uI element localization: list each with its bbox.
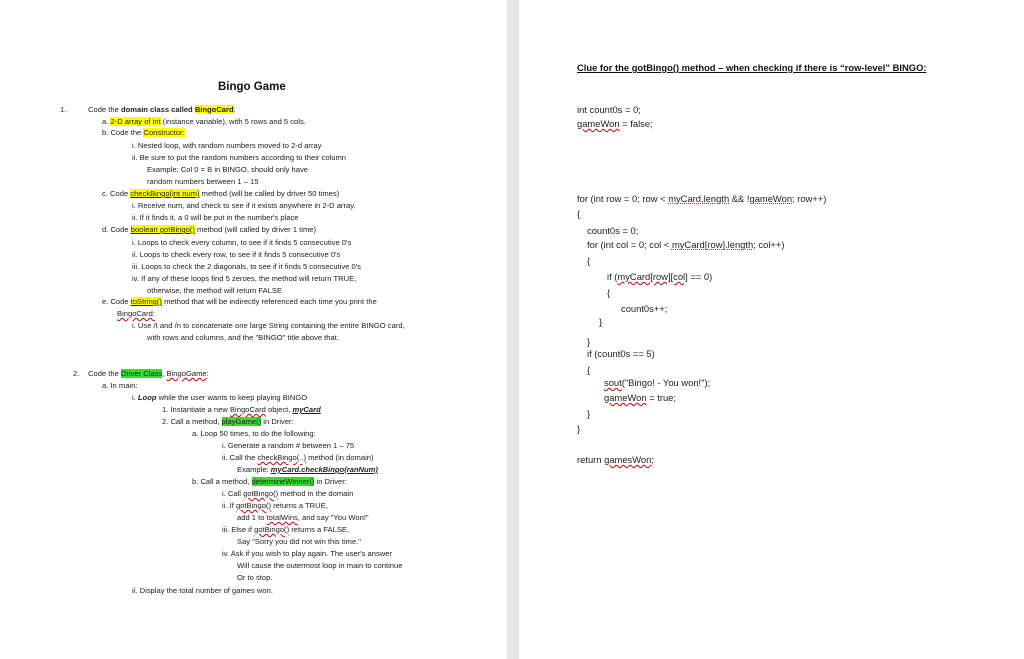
text-run: i. Loops to check every column, to see if it finds 5 consecutive 0's: [132, 238, 352, 247]
outline-line: [162, 405, 321, 415]
text-run: gameWon: [577, 118, 620, 129]
text-run: i. Nested loop, with random numbers moved to 2-d array: [132, 141, 322, 150]
code-line: [587, 364, 590, 376]
outline-line: [132, 321, 405, 331]
text-run: int count0s = 0;: [577, 104, 641, 115]
text-run: c. Code: [102, 189, 131, 198]
text-run: gotBingo(): [235, 501, 271, 510]
outline-line: [132, 393, 307, 403]
outline-line: [222, 501, 328, 511]
outline-line: [222, 549, 392, 559]
text-run: myCard.checkBingo(ranNum): [270, 465, 378, 474]
outline-line: [102, 381, 137, 391]
text-run: i. Receive num, and check to see if it exists anywhere in 2-D array.: [132, 201, 356, 210]
clue-heading: Clue for the gotBingo() method – when checking if there is “row-level” BINGO:: [577, 62, 927, 73]
outline-line: [192, 429, 316, 439]
code-line: [621, 303, 667, 315]
text-run: a.: [102, 117, 111, 126]
outline-line: [192, 477, 347, 487]
text-run: i. Generate a random # between 1 – 75: [222, 441, 355, 450]
text-run: Loop: [137, 393, 157, 402]
text-run: d. Code: [102, 225, 131, 234]
text-run: iv. Ask if you wish to play again. The user's answer: [222, 549, 392, 558]
text-run: a. Loop 50 times, to do the following:: [192, 429, 316, 438]
text-run: = true;: [646, 392, 677, 403]
text-run: with rows and columns, and the "BINGO" title above that.: [147, 333, 339, 342]
outline-line: [88, 369, 209, 379]
text-run: ,: [162, 369, 167, 378]
text-run: ; col++): [753, 239, 785, 250]
text-run: = false;: [619, 118, 653, 129]
text-run: {: [587, 364, 591, 375]
text-run: method that will be indirectly referenced each time you print the: [161, 297, 377, 306]
text-run: i.: [132, 393, 138, 402]
text-run: iii. Loops to check the 2 diagonals, to see if it finds 5 consecutive 0's: [132, 262, 361, 271]
outline-line: [237, 513, 369, 523]
text-run: BingoCard: [229, 405, 266, 414]
text-run: for (int row = 0; row <: [577, 193, 669, 204]
text-run: }: [587, 408, 591, 419]
outline-line: [102, 225, 316, 235]
text-run: method (in domain): [306, 453, 374, 462]
document-page-left: [0, 0, 507, 659]
outline-line: [102, 189, 339, 199]
outline-line: [237, 561, 402, 571]
outline-line: [237, 537, 361, 547]
text-run: ; row++): [792, 193, 827, 204]
text-run: BingoCard:: [117, 309, 155, 318]
text-run: if (: [607, 271, 618, 282]
outline-line: [132, 238, 351, 248]
text-run: ii. Loops to check every row, to see if it finds 5 consecutive 0's: [132, 250, 341, 259]
text-run: Say "Sorry you did not win this time.": [237, 537, 361, 546]
text-run: BingoGame: [166, 369, 207, 378]
text-run: 2-D array of int: [110, 117, 161, 126]
text-run: count0s++;: [621, 303, 668, 314]
text-run: myCard.length: [668, 193, 730, 204]
outline-line: [132, 250, 340, 260]
text-run: }: [599, 316, 603, 327]
text-run: b. Code the: [102, 128, 144, 137]
text-run: for (int col = 0; col <: [587, 239, 672, 250]
text-run: method in the domain: [278, 489, 354, 498]
text-run: (instance variable), with 5 rows and 5 cols.: [160, 117, 306, 126]
text-run: gotBingo(): [243, 489, 279, 498]
outline-line: [147, 333, 339, 343]
outline-line: [147, 177, 258, 187]
text-run: gameWon: [604, 392, 647, 403]
code-line: [587, 408, 590, 420]
text-run: myCard[row].length: [671, 239, 754, 250]
code-line: [587, 239, 784, 251]
text-run: i. Use /t and /n to concatenate one large String containing the entire BINGO card,: [132, 321, 405, 330]
text-run: }: [577, 423, 581, 434]
outline-line: [147, 165, 308, 175]
text-run: Code the: [88, 105, 121, 114]
text-run: returns a TRUE,: [270, 501, 328, 510]
text-run: ii. Display the total number of games won.: [132, 586, 273, 595]
text-run: :: [206, 369, 209, 378]
outline-line: [73, 369, 79, 379]
outline-line: [222, 441, 354, 451]
text-run: myCard[row][col]: [617, 271, 688, 282]
text-run: return: [577, 454, 605, 465]
text-run: Constructor:: [143, 128, 185, 137]
text-run: == 0): [687, 271, 713, 282]
text-run: in Driver:: [261, 417, 294, 426]
text-run: in Driver:: [314, 477, 347, 486]
text-run: myCard: [292, 405, 321, 414]
code-line: [577, 104, 641, 116]
code-line: [587, 348, 655, 360]
code-line: [607, 271, 712, 283]
text-run: Code the: [88, 369, 121, 378]
text-run: method (will called by driver 1 time): [194, 225, 317, 234]
text-run: boolean gotBingo(): [130, 225, 195, 234]
text-run: 2. Call a method,: [162, 417, 222, 426]
document-page-right: [519, 0, 1024, 659]
text-run: totalWins: [266, 513, 298, 522]
code-line: [607, 287, 610, 299]
text-run: sout: [604, 377, 622, 388]
text-run: ii. If it finds it, a 0 will be put in the number's place: [132, 213, 299, 222]
text-run: {: [587, 255, 591, 266]
text-run: ii. If: [222, 501, 236, 510]
code-line: [604, 392, 676, 404]
text-run: 1.: [60, 105, 67, 114]
text-run: checkBingo(int num): [130, 189, 200, 198]
outline-line: [117, 309, 155, 319]
text-run: if (count0s == 5): [587, 348, 655, 359]
outline-line: [132, 262, 361, 272]
code-line: [577, 118, 653, 130]
text-run: random numbers between 1 – 15: [147, 177, 259, 186]
text-run: Or to stop.: [237, 573, 273, 582]
outline-line: [132, 201, 356, 211]
text-run: && !: [729, 193, 750, 204]
text-run: }: [587, 336, 591, 347]
code-line: [577, 208, 580, 220]
text-run: iii. Else if: [222, 525, 255, 534]
text-run: checkBingo(..): [257, 453, 306, 462]
text-run: i. Call: [222, 489, 244, 498]
text-run: {: [577, 208, 581, 219]
text-run: gameWon: [749, 193, 793, 204]
outline-line: [222, 453, 374, 463]
text-run: b. Call a method,: [192, 477, 252, 486]
code-line: [577, 193, 826, 205]
text-run: e. Code: [102, 297, 131, 306]
outline-line: [102, 128, 185, 138]
code-line: [604, 377, 710, 389]
page-title: Bingo Game: [218, 81, 286, 93]
outline-line: [102, 117, 306, 127]
text-run: a. In main:: [102, 381, 138, 390]
text-run: Will cause the outermost loop in main to continue: [237, 561, 403, 570]
code-line: [587, 255, 590, 267]
outline-line: [132, 213, 298, 223]
text-run: 2.: [73, 369, 80, 378]
outline-line: [222, 525, 349, 535]
text-run: Example: Col 0 = B in BINGO, should only have: [147, 165, 309, 174]
code-line: [587, 225, 638, 237]
text-run: Driver Class: [120, 369, 163, 378]
text-run: returns a FALSE,: [289, 525, 350, 534]
text-run: method (will be called by driver 50 times): [199, 189, 340, 198]
text-run: count0s = 0;: [587, 225, 639, 236]
text-run: :: [233, 105, 236, 114]
outline-line: [132, 274, 356, 284]
text-run: {: [607, 287, 611, 298]
text-run: BingoCard: [194, 105, 234, 114]
outline-line: [102, 297, 377, 307]
text-run: add 1 to: [237, 513, 267, 522]
code-line: [587, 336, 590, 348]
text-run: ii. Call the: [222, 453, 258, 462]
outline-line: [60, 105, 66, 115]
outline-line: [132, 141, 322, 151]
text-run: ("Bingo! - You won!");: [621, 377, 711, 388]
text-run: 1. Instantiate a new: [162, 405, 230, 414]
outline-line: [237, 465, 378, 475]
code-line: [577, 423, 580, 435]
text-run: playGame(): [221, 417, 262, 426]
text-run: otherwise, the method will return FALSE: [147, 286, 283, 295]
code-line: [577, 454, 654, 466]
text-run: while the user wants to keep playing BINGO: [156, 393, 308, 402]
outline-line: [132, 153, 346, 163]
text-run: gamesWon: [604, 454, 652, 465]
outline-line: [237, 573, 272, 583]
text-run: object,: [265, 405, 293, 414]
text-run: ii. Be sure to put the random numbers according to their column: [132, 153, 347, 162]
code-line: [599, 316, 602, 328]
text-run: gotBingo(): [254, 525, 290, 534]
outline-line: [132, 586, 273, 596]
outline-line: [88, 105, 236, 115]
text-run: determineWinner(): [251, 477, 315, 486]
outline-line: [162, 417, 294, 427]
text-run: Example:: [237, 465, 271, 474]
text-run: toString(): [130, 297, 162, 306]
text-run: domain class called: [120, 105, 195, 114]
text-run: iv. If any of these loops find 5 zeroes, the method will return TRUE;: [132, 274, 357, 283]
outline-line: [147, 286, 282, 296]
text-run: , and say "You Won!": [297, 513, 369, 522]
text-run: ;: [651, 454, 654, 465]
outline-line: [222, 489, 353, 499]
